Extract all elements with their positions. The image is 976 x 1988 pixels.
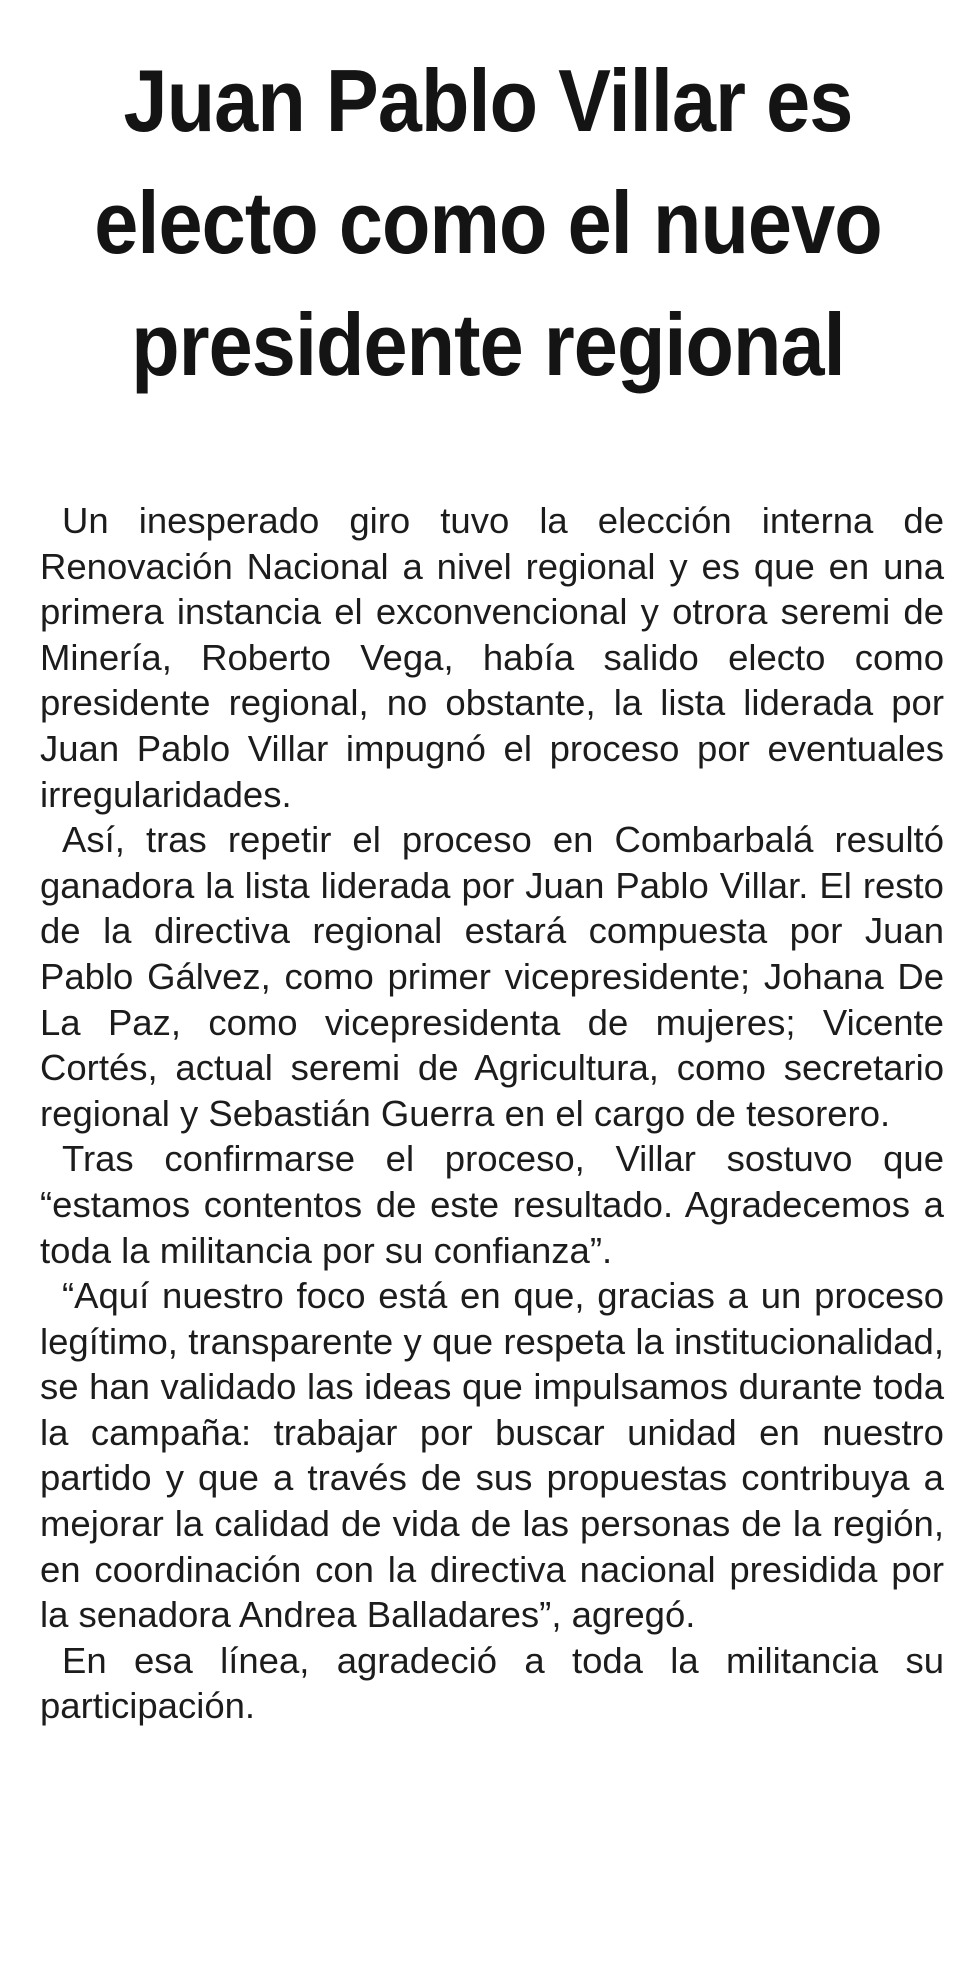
article-paragraph: “Aquí nuestro foco está en que, gracias a un proceso legítimo, transparente y que respeta la institucionalidad, se han validado las ideas que impulsamos durante toda la campaña: trabajar por buscar unidad en nuestro partido y que a través de sus propuestas contribuya a mejorar la calidad de vida de las personas de la región, en coordinación con la directiva nacional presidida por la senadora Andrea Balladares”, agregó. — [40, 1275, 944, 1636]
article-headline: Juan Pablo Villar es electo como el nuevo presidente regional — [94, 51, 882, 394]
article-paragraph: Así, tras repetir el proceso en Combarbalá resultó ganadora la lista liderada por Juan Pablo Villar. El resto de la directiva regional estará compuesta por Juan Pablo Gálvez, como primer vicepresidente; Johana De La Paz, como vicepresidenta de mujeres; Vicente Cortés, actual seremi de Agricultura, como secretario regional y Sebastián Guerra en el cargo de tesorero. — [40, 819, 944, 1134]
article-paragraph: Un inesperado giro tuvo la elección interna de Renovación Nacional a nivel regional y es que en una primera instancia el exconvencional y otrora seremi de Minería, Roberto Vega, había salido electo como presidente regional, no obstante, la lista liderada por Juan Pablo Villar impugnó el proceso por eventuales irregularidades. — [40, 500, 944, 815]
article-body — [40, 498, 944, 1729]
article-paragraph: Tras confirmarse el proceso, Villar sostuvo que “estamos contentos de este resultado. Agradecemos a toda la militancia por su confianza”. — [40, 1138, 944, 1271]
article-paragraph: En esa línea, agradeció a toda la militancia su participación. — [40, 1639, 944, 1727]
